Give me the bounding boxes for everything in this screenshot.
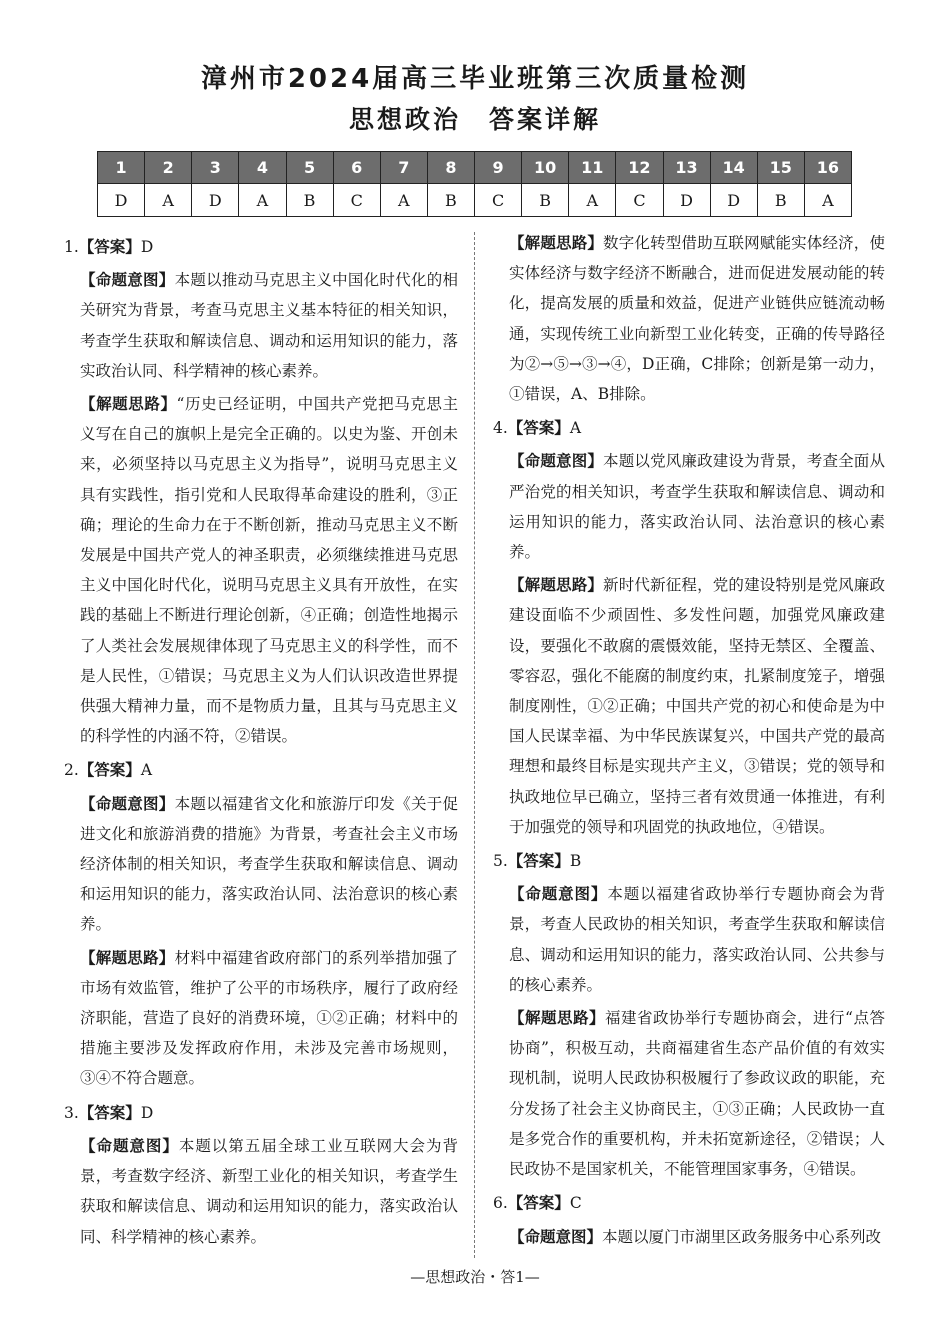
intent-text: 本题以厦门市湖里区政务服务中心系列改 [602,1227,882,1246]
answer-cell: C [616,184,663,217]
answer-line-q1 [64,232,458,262]
left-column [64,228,458,1252]
answer-label: 【答案】 [507,418,570,438]
answer-value: D [140,238,154,256]
question-number-cell: 3 [192,152,239,184]
solution-text: 福建省政协举行专题协商会，进行“点答协商”，积极互动，共商福建省生态产品价值的有效实现机制，说明人民政协积极履行了参政议政的职能，充分发扬了社会主义协商民主，①③正确；人民政协一直是多党合作的重要机构，并未拓宽新途径，②错误；人民政协不是国家机关，不能管理国家事务，④错误。 [509,1009,885,1179]
answer-label: 【答案】 [78,760,141,780]
intent-q1 [64,265,458,386]
solution-q2 [64,943,458,1094]
intent-q4 [493,446,885,567]
answer-line-q3 [64,1098,458,1128]
answer-label: 【答案】 [507,1193,570,1213]
question-number: 3. [64,1103,79,1122]
question-number-cell: 12 [616,152,663,184]
intent-text: 本题以福建省文化和旅游厅印发《关于促进文化和旅游消费的措施》为背景，考查社会主义市场经济体制的相关知识，考查学生获取和解读信息、调动和运用知识的能力，落实政治认同、法治意识的核心素养。 [80,794,458,934]
intent-label: 【命题意图】 [80,794,175,813]
question-number-cell: 8 [427,152,474,184]
question-number-cell: 7 [380,152,427,184]
question-number-cell: 1 [98,152,145,184]
intent-text: 本题以福建省政协举行专题协商会为背景，考查人民政协的相关知识，考查学生获取和解读信息、调动和运用知识的能力，落实政治认同、公共参与的核心素养。 [509,885,885,994]
question-number: 4. [493,419,508,438]
solution-text: “历史已经证明，中国共产党把马克思主义写在自己的旗帜上是完全正确的。以史为鉴、开创未来，必须坚持以马克思主义为指导”，说明马克思主义具有实践性，指引党和人民取得革命建设的胜利，③正确；理论的生命力在于不断创新，推动马克思主义不断发展是中国共产党人的神圣职责，必须继续推进马克思主义中国化时代化，说明马克思主义具有开放性，在实践的基础上不断进行理论创新，④正确；创造性地揭示了人类社会发展规律体现了马克思主义的科学性，而不是人民性，①错误；马克思主义为人们认识改造世界提供强大精神力量，而不是物质力量，且其与马克思主义的科学性的内涵不符，②错误。 [80,395,458,746]
question-number-cell: 15 [757,152,804,184]
intent-q5 [493,879,885,1000]
question-number-cell: 2 [145,152,192,184]
solution-text: 新时代新征程，党的建设特别是党风廉政建设面临不少顽固性、多发性问题，加强党风廉政建设，要强化不敢腐的震慑效能，坚持无禁区、全覆盖、零容忍，强化不能腐的制度约束，扎紧制度笼子，增强制度刚性，①②正确；中国共产党的初心和使命是为中国人民谋幸福、为中华民族谋复兴，中国共产党的最高理想和最终目标是实现共产主义，③错误；党的领导和执政地位早已确立，坚持三者有效贯通一体推进，有利于加强党的领导和巩固党的执政地位，④错误。 [509,576,885,836]
question-number-cell: 6 [333,152,380,184]
subtitle-doc: 答案详解 [489,105,602,134]
solution-label: 【解题思路】 [509,576,604,595]
intent-label: 【命题意图】 [509,452,604,471]
question-number: 1. [64,238,79,256]
intent-text: 本题以推动马克思主义中国化时代化的相关研究为背景，考查马克思主义基本特征的相关知识，考查学生获取和解读信息、调动和运用知识的能力，落实政治认同、科学精神的核心素养。 [80,271,458,380]
question-number-cell: 13 [663,152,710,184]
solution-text: 材料中福建省政府部门的系列举措加强了市场有效监管，维护了公平的市场秩序，履行了政府经济职能，营造了良好的消费环境，①②正确；材料中的措施主要涉及发挥政府作用，未涉及完善市场规则，③④不符合题意。 [80,948,458,1088]
answer-cell: B [522,184,569,217]
page-footer: —思想政治・答1— [410,1268,540,1286]
column-divider [474,232,475,1258]
answer-value: C [569,1194,582,1213]
page-subtitle [0,100,950,136]
question-number-cell: 11 [569,152,616,184]
intent-text: 本题以党风廉政建设为背景，考查全面从严治党的相关知识，考查学生获取和解读信息、调动和运用知识的能力，落实政治认同、法治意识的核心素养。 [509,452,885,562]
answer-cell: B [427,184,474,217]
answer-value: B [569,852,582,871]
answer-line-q4 [493,413,885,443]
answer-table-value-row [98,184,852,217]
page-title: 漳州市2024届高三毕业班第三次质量检测 [200,64,750,94]
answer-cell: D [192,184,239,217]
answer-cell: C [333,184,380,217]
answer-cell: A [804,184,851,217]
solution-label: 【解题思路】 [509,234,604,252]
answer-table-header-row [98,152,852,184]
answer-cell: B [286,184,333,217]
solution-q3 [493,228,885,409]
answer-cell: A [145,184,192,217]
solution-text: 数字化转型借助互联网赋能实体经济，使实体经济与数字经济不断融合，进而促进发展动能的转化，提高发展的质量和效益，促进产业链供应链流动畅通，实现传统工业向新型工业化转变，正确的传导路径为②→⑤→③→④，D正确，C排除；创新是第一动力，①错误，A、B排除。 [509,234,885,404]
intent-label: 【命题意图】 [509,885,608,904]
question-number: 5. [493,852,508,871]
question-number-cell: 14 [710,152,757,184]
subtitle-subject: 思想政治 [348,105,461,134]
answer-cell: A [239,184,286,217]
right-column [493,228,885,1252]
intent-q3 [64,1131,458,1252]
answer-cell: A [380,184,427,217]
answer-cell: C [475,184,522,217]
question-number-cell: 16 [804,152,851,184]
solution-q4 [493,570,885,842]
answer-line-q5 [493,846,885,876]
solution-label: 【解题思路】 [509,1009,606,1028]
answer-cell: D [710,184,757,217]
answer-label: 【答案】 [507,851,570,871]
answer-label: 【答案】 [78,237,141,256]
solution-q1 [64,389,458,751]
question-number-cell: 4 [239,152,286,184]
answer-table [97,151,852,217]
intent-label: 【命题意图】 [80,1136,179,1155]
intent-q6 [493,1222,885,1252]
answer-value: A [569,419,582,438]
answer-line-q2 [64,755,458,785]
answer-cell: D [98,184,145,217]
answer-line-q6 [493,1188,885,1218]
question-number: 6. [493,1194,508,1213]
answer-value: D [140,1103,154,1122]
intent-text: 本题以第五届全球工业互联网大会为背景，考查数字经济、新型工业化的相关知识，考查学生获取和解读信息、调动和运用知识的能力，落实政治认同、科学精神的核心素养。 [80,1136,458,1246]
answer-cell: A [569,184,616,217]
answer-cell: D [663,184,710,217]
question-number-cell: 5 [286,152,333,184]
solution-label: 【解题思路】 [80,395,177,414]
solution-q5 [493,1003,885,1184]
question-number: 2. [64,761,79,780]
question-number-cell: 9 [475,152,522,184]
intent-label: 【命题意图】 [509,1227,603,1246]
intent-label: 【命题意图】 [80,271,175,290]
answer-label: 【答案】 [78,1102,141,1122]
intent-q2 [64,789,458,940]
answer-value: A [140,761,153,780]
answer-cell: B [757,184,804,217]
question-number-cell: 10 [522,152,569,184]
solution-label: 【解题思路】 [80,948,175,967]
